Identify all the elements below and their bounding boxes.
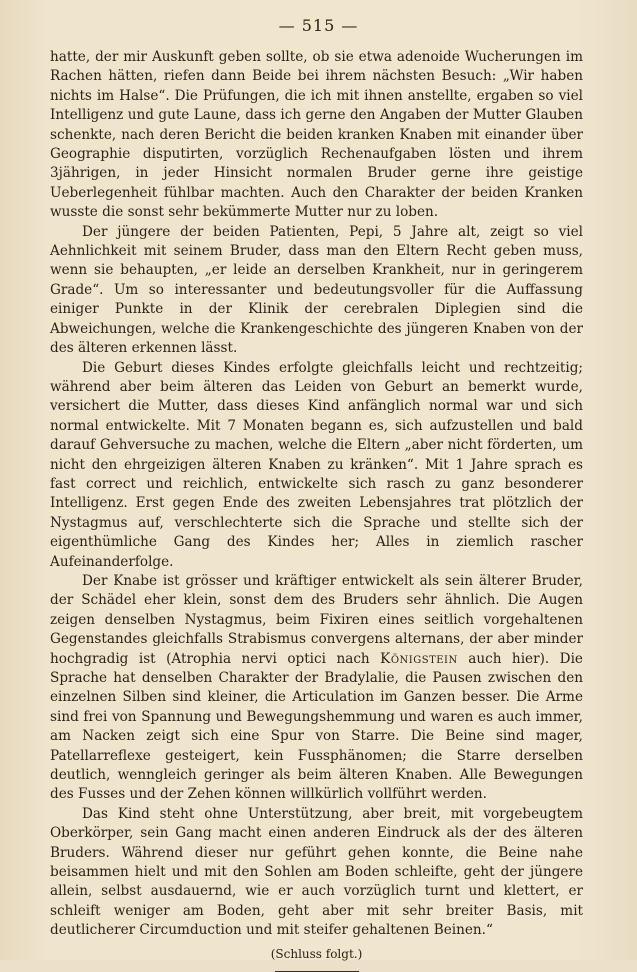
paragraph-3: Die Geburt dieses Kindes erfolgte gleichfalls leicht und rechtzeitig; während aber beim älteren das Leiden von Geburt an bemerkt wurde, versichert die Mutter, dass dieses Kind anfänglich normal war und sich normal entwickelte. Mit 7 Monaten begann es, sich aufzustellen und bald darauf Gehversuche zu machen, welche die Eltern „aber nicht förderten, um nicht den ehrgeizigen älteren Knaben zu kränken“. Mit 1 Jahre sprach es fast correct und reichlich, entwickelte sich rasch zu ganz besonderer Intelligenz. Erst gegen Ende des zweiten Lebensjahres trat plötzlich der Nystagmus auf, verschlechterte sich die Sprache und stellte sich der eigenthümliche Gang des Kindes her; Alles in ziemlich rascher Aufeinanderfolge. [50, 359, 583, 570]
paragraph-4-text-a: Der Knabe ist grösser und kräftiger entwickelt als sein älterer Bruder, der Schädel eher klein, sonst dem des Bruders sehr ähnlich. Die Augen zeigen denselben Nystagmus, beim Fixiren eines seitlich vorgehaltenen Gegenstandes gleichfalls Strabismus convergens alternans, der aber minder hochgradig ist (Atrophia nervi optici nach [50, 572, 583, 667]
paragraph-5: Das Kind steht ohne Unterstützung, aber breit, mit vorgebeugtem Oberkörper, sein Gang macht einen anderen Eindruck als der des älteren Bruders. Während dieser nur geführt gehen konnte, die Beine nahe beisammen hielt und mit den Sohlen am Boden schleifte, geht der jüngere allein, selbst ausdauernd, wie er auch vorzüglich turnt und klettert, er schleift weniger am Boden, geht aber mit sehr breiter Basis, mit deutlicherer Circumduction und mit steifer gehaltenen Beinen.“ [50, 805, 583, 939]
paragraph-4-text-b: auch hier). Die Sprache hat denselben Charakter der Bradylalie, die Pausen zwischen den einzelnen Silben sind kleiner, die Articulation im Ganzen besser. Die Arme sind frei von Spannung und Bewegungshemmung und waren es auch immer, am Nacken zeigt sich eine Spur von Starre. Die Beine sind mager, Patellarreflexe gesteigert, kein Fussphänomen; die Starre derselben deutlich, wenngleich geringer als beim älteren Knaben. Alle Bewegungen des Fusses und der Zehen können willkürlich vollführt werden. [50, 650, 583, 803]
author-name-koenigstein: Königstein [380, 650, 458, 667]
body-text [50, 48, 583, 972]
closing-note: (Schluss folgt.) [270, 946, 363, 961]
paragraph-4 [50, 572, 583, 805]
paragraph-1: hatte, der mir Auskunft geben sollte, ob sie etwa adenoide Wucherungen im Rachen hätten, riefen dann Beide bei ihrem nächsten Besuch: „Wir haben nichts im Halse“. Die Prüfungen, die ich mit ihnen anstellte, ergaben so viel Intelligenz und gute Laune, dass ich gerne den Angaben der Mutter Glauben schenkte, nach deren Bericht die beiden kranken Knaben mit einander über Geographie disputirten, vorzüglich Rechenaufgaben lösten und ihrem 3jährigen, in jeder Hinsicht normalen Bruder gerne ihre geistige Ueberlegenheit fühlbar machten. Auch den Charakter der beiden Kranken wusste die sonst sehr bekümmerte Mutter nur zu loben. [50, 49, 583, 221]
paragraph-2: Der jüngere der beiden Patienten, Pepi, 5 Jahre alt, zeigt so viel Aehnlichkeit mit seinem Bruder, dass man den Eltern Recht geben muss, wenn sie behaupten, „er leide an derselben Krankheit, nur in geringerem Grade“. Um so interessanter und bedeutungsvoller für die Auffassung einiger Punkte in der Klinik der cerebralen Diplegien sind die Abweichungen, welche die Krankengeschichte des jüngeren Knaben von der des älteren erkennen lässt. [50, 223, 583, 357]
page-number: — 515 — [278, 16, 359, 35]
